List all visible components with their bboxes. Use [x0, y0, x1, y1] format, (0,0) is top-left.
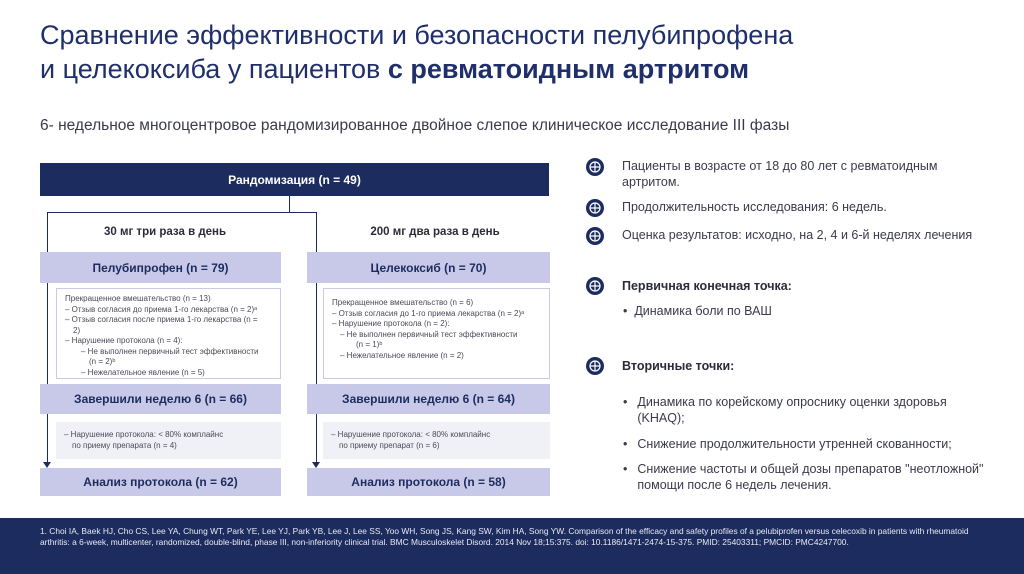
secondary-endpoint-text: Снижение продолжительности утренней скованности;: [637, 437, 952, 451]
right-disc-line: – Нежелательное явление (n = 2): [340, 350, 464, 360]
secondary-endpoint-item: • Снижение продолжительности утренней скованности;: [623, 437, 952, 451]
secondary-endpoint-title: Вторичные точки:: [622, 359, 735, 373]
left-dose-label: 30 мг три раза в день: [50, 226, 280, 238]
left-disc-line: – Отзыв согласия после приема 1-го лекарства (n =: [65, 315, 258, 324]
title-line-1: Сравнение эффективности и безопасности пелубипрофена: [40, 20, 794, 50]
right-drug-box: Целекоксиб (n = 70): [307, 252, 550, 283]
right-disc-line: – Отзыв согласия до 1-го приема лекарства (n = 2)ᵃ: [332, 308, 525, 318]
page-title: [40, 18, 990, 86]
left-disc-line: – Отзыв согласия до приема 1-го лекарства (n = 2)ᵃ: [65, 304, 258, 314]
left-discontinued-box: [56, 288, 281, 379]
left-drug-box: Пелубипрофен (n = 79): [40, 252, 281, 283]
secondary-endpoint-item: • Снижение частоты и общей дозы препаратов "неотложной" помощи после 6 недель лечения.: [623, 461, 993, 493]
title-line-2-plain: и целекоксиба у пациентов: [40, 54, 388, 84]
right-viol-line: – Нарушение протокола: < 80% комплайнс: [331, 430, 491, 439]
right-discontinued-box: [323, 288, 550, 379]
connector-right-arm: [316, 212, 317, 464]
globe-icon: [586, 227, 604, 245]
side-item-text: Продолжительность исследования: 6 недель.: [622, 200, 887, 214]
left-analysis-box: Анализ протокола (n = 62): [40, 468, 281, 496]
right-viol-line: по приему препарат (n = 6): [339, 441, 440, 450]
primary-endpoint-item: • Динамика боли по ВАШ: [623, 304, 772, 318]
left-disc-line: – Не выполнен первичный тест эффективности: [81, 346, 259, 356]
left-disc-line: – Нарушение протокола (n = 4):: [65, 336, 183, 345]
globe-icon: [586, 158, 604, 176]
right-disc-line: – Нарушение протокола (n = 2):: [332, 319, 450, 328]
title-line-2: [40, 52, 990, 86]
left-completed-box: Завершили неделю 6 (n = 66): [40, 384, 281, 414]
connector-horizontal: [47, 212, 317, 213]
secondary-endpoint-text: Снижение частоты и общей дозы препаратов "неотложной" помощи после 6 недель лечения.: [637, 462, 984, 492]
globe-icon: [586, 277, 604, 295]
secondary-endpoint-text: Динамика по корейскому опроснику оценки здоровья (KHAQ);: [637, 395, 947, 425]
secondary-endpoint-item: • Динамика по корейскому опроснику оценки здоровья (KHAQ);: [623, 394, 993, 426]
left-disc-line: (n = 2)ᵇ: [89, 357, 116, 366]
left-disc-line: – Нежелательное явление (n = 5): [81, 367, 205, 377]
primary-endpoint-text: Динамика боли по ВАШ: [634, 304, 772, 318]
title-line-2-bold: с ревматоидным артритом: [387, 54, 750, 84]
primary-endpoint-header: [586, 277, 996, 295]
right-disc-line: Прекращенное вмешательство (n = 6): [332, 298, 474, 307]
connector-vertical-top: [289, 196, 290, 212]
left-violation-box: [56, 422, 281, 459]
left-disc-line: 2): [73, 325, 81, 335]
right-dose-label: 200 мг два раза в день: [320, 226, 550, 238]
randomization-label: Рандомизация (n = 49): [228, 172, 361, 187]
page-subtitle: 6- недельное многоцентровое рандомизированное двойное слепое клиническое исследование III фазы: [40, 117, 790, 134]
side-item: [586, 199, 996, 217]
connector-left-arm: [47, 212, 48, 464]
left-disc-line: Прекращенное вмешательство (n = 13): [65, 294, 211, 303]
globe-icon: [586, 357, 604, 375]
right-disc-line: (n = 1)ᵇ: [356, 340, 383, 349]
left-viol-line: – Нарушение протокола: < 80% комплайнс: [64, 430, 224, 439]
globe-icon: [586, 199, 604, 217]
right-disc-line: – Не выполнен первичный тест эффективности: [340, 329, 518, 339]
right-analysis-box: Анализ протокола (n = 58): [307, 468, 550, 496]
footer-reference: 1. Choi IA, Baek HJ, Cho CS, Lee YA, Chung WT, Park YE, Lee YJ, Park YB, Lee J, Lee SS, Yoo WH, Song JS, Kang SW, Kim HA, Song YW. Comparison of the efficacy and safety profiles of a pelubiprofen versus celecoxib in patients with rheumatoid arthritis: a 6-week, multicenter, randomized, double-blind, phase III, non-inferiority clinical trial. BMC Musculoskelet Disord. 2014 Nov 18;15:375. doi: 10.1186/1471-2474-15-375. PMID: 25403311; PMCID: PMC4247700.: [0, 518, 1024, 574]
side-item-text: Оценка результатов: исходно, на 2, 4 и 6-й неделях лечения: [622, 228, 973, 242]
right-completed-box: Завершили неделю 6 (n = 64): [307, 384, 550, 414]
left-viol-line: по приему препарата (n = 4): [72, 441, 177, 450]
side-item: [586, 158, 996, 190]
primary-endpoint-title: Первичная конечная точка:: [622, 279, 792, 293]
right-violation-box: [323, 422, 550, 459]
randomization-box: [40, 163, 549, 196]
side-item: [586, 227, 1006, 245]
side-item-text: Пациенты в возрасте от 18 до 80 лет с ревматоидным артритом.: [622, 159, 938, 189]
secondary-endpoint-header: [586, 357, 996, 375]
